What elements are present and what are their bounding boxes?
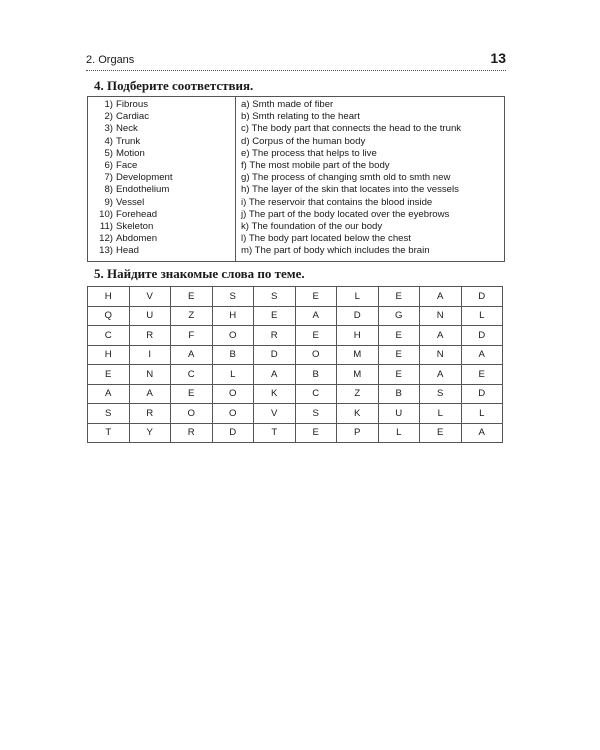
- grid-cell: H: [88, 287, 130, 307]
- grid-cell: A: [420, 326, 462, 346]
- section-name: 2. Organs: [86, 54, 135, 66]
- exercise-5-title: 5. Найдите знакомые слова по теме.: [94, 266, 305, 281]
- term-row: [88, 148, 230, 160]
- grid-row: [88, 365, 503, 385]
- grid-cell: A: [129, 384, 171, 404]
- term-number: 2): [104, 111, 113, 123]
- terms-column: [88, 99, 230, 257]
- term-text: Development: [116, 172, 173, 184]
- grid-cell: H: [337, 326, 379, 346]
- term-row: [88, 197, 230, 209]
- definition-row: d) Corpus of the human body: [241, 135, 366, 147]
- grid-cell: E: [171, 287, 213, 307]
- grid-cell: E: [378, 345, 420, 365]
- term-row: [88, 160, 230, 172]
- grid-cell: E: [171, 384, 213, 404]
- definition-row: c) The body part that connects the head to the trunk: [241, 123, 462, 135]
- grid-cell: H: [212, 306, 254, 326]
- grid-cell: A: [461, 345, 503, 365]
- column-divider: [235, 97, 236, 261]
- grid-row: [88, 404, 503, 424]
- term-number: 1): [104, 99, 113, 110]
- grid-cell: H: [88, 345, 130, 365]
- grid-cell: E: [295, 287, 337, 307]
- term-number: 8): [104, 184, 113, 196]
- term-row: [88, 172, 230, 184]
- grid-cell: D: [461, 326, 503, 346]
- definition-row: k) The foundation of the our body: [241, 220, 383, 232]
- grid-cell: L: [378, 423, 420, 443]
- grid-row: [88, 345, 503, 365]
- definition-row: g) The process of changing smth old to smth new: [241, 172, 451, 184]
- grid-cell: M: [337, 345, 379, 365]
- definition-row: f) The most mobile part of the body: [241, 159, 390, 171]
- grid-cell: L: [461, 404, 503, 424]
- grid-cell: D: [461, 287, 503, 307]
- term-text: Cardiac: [116, 111, 150, 123]
- grid-cell: F: [171, 326, 213, 346]
- grid-cell: E: [378, 326, 420, 346]
- grid-cell: A: [295, 306, 337, 326]
- grid-cell: C: [88, 326, 130, 346]
- grid-cell: G: [378, 306, 420, 326]
- term-text: Skeleton: [116, 220, 154, 232]
- grid-cell: B: [378, 384, 420, 404]
- definition-row: b) Smth relating to the heart: [241, 111, 360, 123]
- grid-cell: V: [254, 404, 296, 424]
- exercise-4-title: 4. Подберите соответствия.: [94, 78, 254, 93]
- term-number: 12): [99, 233, 113, 245]
- grid-cell: L: [461, 306, 503, 326]
- grid-cell: N: [129, 365, 171, 385]
- grid-row: [88, 384, 503, 404]
- term-row: [88, 245, 230, 257]
- term-row: [88, 99, 230, 111]
- grid-cell: L: [212, 365, 254, 385]
- grid-cell: O: [212, 384, 254, 404]
- grid-cell: M: [337, 365, 379, 385]
- grid-cell: O: [212, 326, 254, 346]
- term-number: 3): [104, 123, 113, 135]
- term-row: [88, 123, 230, 135]
- grid-cell: L: [420, 404, 462, 424]
- grid-cell: D: [461, 384, 503, 404]
- grid-cell: E: [378, 287, 420, 307]
- grid-cell: E: [461, 365, 503, 385]
- grid-cell: B: [295, 365, 337, 385]
- grid-cell: K: [254, 384, 296, 404]
- definition-row: j) The part of the body located over the eyebrows: [241, 208, 450, 220]
- term-number: 10): [99, 208, 113, 220]
- grid-row: [88, 423, 503, 443]
- term-row: [88, 111, 230, 123]
- word-search-grid: [87, 286, 503, 443]
- term-row: [88, 233, 230, 245]
- grid-cell: A: [254, 365, 296, 385]
- grid-cell: Q: [88, 306, 130, 326]
- grid-cell: S: [420, 384, 462, 404]
- term-number: 13): [99, 245, 113, 257]
- dotted-divider: [86, 70, 506, 71]
- term-number: 9): [104, 196, 113, 208]
- term-text: Face: [116, 159, 138, 171]
- grid-cell: T: [254, 423, 296, 443]
- page-header: [86, 50, 506, 72]
- definition-row: m) The part of body which includes the brain: [241, 245, 430, 257]
- term-text: Abdomen: [116, 233, 158, 245]
- grid-cell: O: [212, 404, 254, 424]
- term-text: Trunk: [116, 135, 141, 147]
- grid-cell: E: [295, 326, 337, 346]
- grid-row: [88, 326, 503, 346]
- grid-cell: L: [337, 287, 379, 307]
- grid-cell: T: [88, 423, 130, 443]
- term-text: Fibrous: [116, 99, 148, 110]
- grid-cell: S: [212, 287, 254, 307]
- grid-cell: U: [378, 404, 420, 424]
- grid-cell: N: [420, 306, 462, 326]
- definition-row: e) The process that helps to live: [241, 147, 377, 159]
- term-number: 5): [104, 147, 113, 159]
- grid-cell: B: [212, 345, 254, 365]
- term-text: Motion: [116, 147, 145, 159]
- term-number: 4): [104, 135, 113, 147]
- grid-cell: A: [88, 384, 130, 404]
- grid-cell: D: [254, 345, 296, 365]
- grid-cell: E: [88, 365, 130, 385]
- definition-row: h) The layer of the skin that locates into the vessels: [241, 184, 459, 196]
- grid-cell: U: [129, 306, 171, 326]
- term-number: 7): [104, 172, 113, 184]
- term-row: [88, 209, 230, 221]
- grid-cell: Y: [129, 423, 171, 443]
- definition-row: l) The body part located below the chest: [241, 233, 411, 245]
- grid-row: [88, 306, 503, 326]
- grid-cell: O: [171, 404, 213, 424]
- term-row: [88, 221, 230, 233]
- definitions-column: [241, 99, 503, 257]
- grid-cell: K: [337, 404, 379, 424]
- grid-cell: A: [171, 345, 213, 365]
- grid-cell: D: [337, 306, 379, 326]
- grid-cell: P: [337, 423, 379, 443]
- grid-cell: C: [295, 384, 337, 404]
- page-number: 13: [490, 50, 506, 66]
- grid-cell: R: [171, 423, 213, 443]
- grid-cell: I: [129, 345, 171, 365]
- grid-cell: R: [129, 326, 171, 346]
- matching-table: [87, 96, 505, 262]
- term-number: 11): [99, 220, 113, 232]
- grid-cell: N: [420, 345, 462, 365]
- grid-cell: V: [129, 287, 171, 307]
- term-text: Vessel: [116, 196, 145, 208]
- definition-row: a) Smth made of fiber: [241, 99, 334, 110]
- grid-cell: C: [171, 365, 213, 385]
- grid-cell: A: [461, 423, 503, 443]
- term-text: Head: [116, 245, 139, 257]
- grid-row: [88, 287, 503, 307]
- term-row: [88, 136, 230, 148]
- definition-row: i) The reservoir that contains the blood inside: [241, 196, 433, 208]
- term-number: 6): [104, 159, 113, 171]
- grid-cell: D: [212, 423, 254, 443]
- grid-cell: Z: [337, 384, 379, 404]
- grid-cell: E: [295, 423, 337, 443]
- grid-cell: S: [254, 287, 296, 307]
- grid-cell: S: [295, 404, 337, 424]
- grid-cell: O: [295, 345, 337, 365]
- term-row: [88, 184, 230, 196]
- grid-cell: R: [129, 404, 171, 424]
- grid-cell: S: [88, 404, 130, 424]
- grid-cell: A: [420, 287, 462, 307]
- grid-cell: E: [254, 306, 296, 326]
- grid-cell: A: [420, 365, 462, 385]
- term-text: Neck: [116, 123, 138, 135]
- grid-cell: E: [378, 365, 420, 385]
- grid-cell: E: [420, 423, 462, 443]
- term-text: Endothelium: [116, 184, 170, 196]
- grid-cell: R: [254, 326, 296, 346]
- term-text: Forehead: [116, 208, 158, 220]
- grid-cell: Z: [171, 306, 213, 326]
